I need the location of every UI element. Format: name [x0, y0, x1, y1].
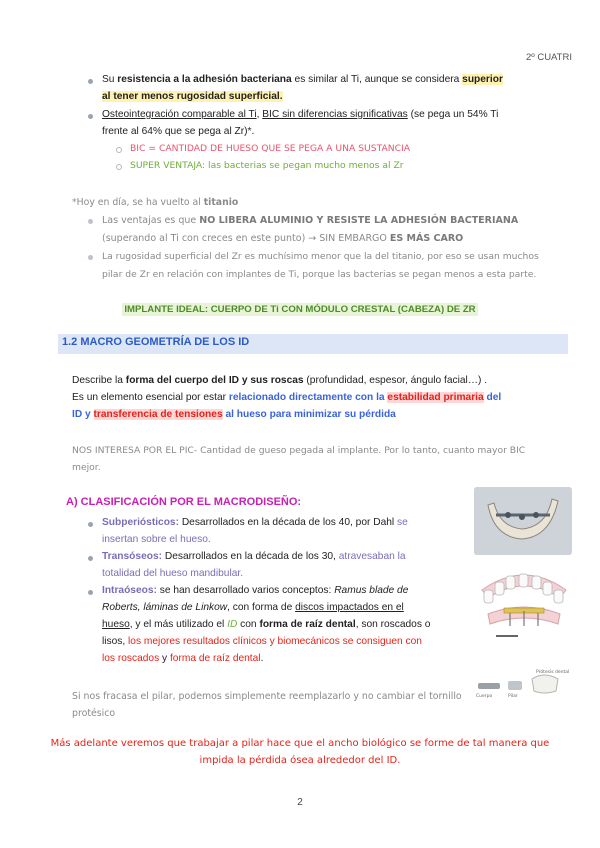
- paragraph-line: [102, 565, 243, 582]
- bullet: [88, 255, 93, 260]
- paragraph-line: [102, 71, 542, 88]
- text: (profundidad, espesor, ángulo facial…) .: [303, 375, 488, 386]
- highlight: al tener menos rugosidad superficial.: [102, 91, 283, 102]
- bullet: [88, 114, 93, 119]
- text: pilar de Zr en relación con implantes de Ti, porque las bacterias se pegan menos a esta parte.: [102, 269, 537, 280]
- paragraph-line: [102, 212, 542, 229]
- paragraph-line: [72, 688, 462, 705]
- text-blue: ID: [72, 409, 83, 420]
- highlight-red: transferencia de tensiones: [93, 409, 223, 420]
- paragraph-line: [102, 123, 254, 140]
- highlight: superior: [462, 74, 503, 85]
- paragraph-line: [102, 266, 536, 283]
- paragraph-line: [102, 650, 263, 667]
- text: , y el más utilizado el: [129, 619, 228, 630]
- jaw-subperiosteal-icon: [474, 487, 572, 555]
- text-pink: BIC = CANTIDAD DE HUESO QUE SE PEGA A UNA SUSTANCIA: [130, 143, 411, 154]
- sub-bullet: [116, 147, 122, 153]
- bullet: [88, 522, 93, 527]
- text-underlined: hueso: [102, 619, 130, 630]
- text-blue: del: [483, 392, 502, 403]
- paragraph-line: [102, 616, 430, 633]
- paragraph-line: [130, 157, 404, 174]
- implant-label-prosthesis: Prótesis dental: [536, 670, 570, 675]
- header-label: 2º CUATRI: [525, 52, 572, 63]
- text: Las ventajas es que: [102, 215, 200, 226]
- sub-bullet: [116, 164, 122, 170]
- page-number: 2: [297, 797, 303, 808]
- text: es similar al Ti, aunque se considera: [291, 74, 463, 85]
- text-bold: forma del cuerpo del ID y sus roscas: [125, 375, 304, 386]
- text-bold: resistencia a la adhesión bacteriana: [117, 74, 292, 85]
- text: con: [237, 619, 260, 630]
- text: .: [260, 653, 264, 664]
- text: Su: [102, 74, 118, 85]
- text: *Hoy en día, se ha vuelto al: [72, 197, 204, 208]
- text: (superando al Ti con creces en este punto) → SIN EMBARGO: [102, 233, 390, 244]
- text: ,: [256, 109, 263, 120]
- paragraph-line: [130, 140, 410, 157]
- text-red: los roscados: [102, 653, 160, 664]
- text-italic: Roberts, láminas de Linkow: [102, 602, 228, 613]
- paragraph-line: [102, 514, 462, 531]
- paragraph-line: [102, 531, 211, 548]
- text-underlined: Osteointegración comparable al Ti: [102, 109, 257, 120]
- paragraph-line: [72, 705, 115, 722]
- section-title: 1.2 MACRO GEOMETRÍA DE LOS ID: [62, 336, 250, 348]
- text-bold: titanio: [203, 197, 239, 208]
- text: se han desarrollado varios conceptos:: [156, 585, 335, 596]
- text: protésico: [72, 708, 116, 719]
- bullet: [88, 556, 93, 561]
- paragraph-line: [102, 106, 552, 123]
- text: y: [159, 653, 170, 664]
- text-purple: insertan sobre el hueso.: [102, 534, 211, 545]
- implant-label-abutment: Pilar: [508, 694, 518, 699]
- footer-note-line: Más adelante veremos que trabajar a pilar hace que el ancho biológico se forme de tal manera que: [50, 738, 550, 749]
- paragraph-line: [102, 633, 422, 650]
- text: , con forma de: [227, 602, 296, 613]
- paragraph-line: [72, 459, 101, 476]
- text: lisos,: [102, 636, 129, 647]
- footer-note-line: impida la pérdida ósea alrededor del ID.: [199, 755, 401, 766]
- text-bold: Subperiósticos:: [102, 517, 179, 528]
- text-purple: totalidad del hueso mandibular.: [102, 568, 244, 579]
- paragraph-line: [102, 248, 539, 265]
- text-blue: relacionado directamente con la: [228, 392, 388, 403]
- text: mejor.: [72, 462, 101, 473]
- paragraph-line: [102, 230, 463, 247]
- bullet: [88, 219, 93, 224]
- paragraph-line: [72, 372, 487, 389]
- highlight-red: estabilidad primaria: [387, 392, 484, 403]
- text-green: ID: [227, 619, 238, 630]
- text-bold: forma de raíz dental: [259, 619, 356, 630]
- bullet: [88, 79, 93, 84]
- text-bold: Transóseos:: [102, 551, 163, 562]
- text-bold: ES MÁS CARO: [389, 233, 464, 244]
- text-underlined: BIC sin diferencias significativas: [262, 109, 408, 120]
- paragraph-line: [102, 88, 283, 105]
- paragraph-line: [72, 389, 501, 406]
- bullet: [88, 590, 93, 595]
- note-line: [72, 194, 238, 211]
- text: Desarrollados en la década de los 30,: [162, 551, 339, 562]
- paragraph-line: [102, 599, 404, 616]
- text-purple: se: [397, 517, 408, 528]
- text-blue: y: [82, 409, 94, 420]
- text-bold: NO LIBERA ALUMINIO Y RESISTE LA ADHESIÓN BACTERIANA: [199, 215, 519, 226]
- text: La rugosidad superficial del Zr es muchísimo menor que la del titanio, por eso se usan muchos: [102, 251, 539, 262]
- text-underlined: discos impactados en el: [295, 602, 404, 613]
- text-blue: al hueso para minimizar su pérdida: [222, 409, 396, 420]
- paragraph-line: [102, 582, 472, 599]
- implant-parts-icon: [474, 665, 574, 699]
- text-bold: Intraóseos:: [102, 585, 157, 596]
- implant-label-body: Cuerpo: [476, 694, 493, 699]
- text: Es un elemento esencial por estar: [72, 392, 229, 403]
- paragraph-line: [102, 548, 462, 565]
- text: , son roscados o: [355, 619, 431, 630]
- text: frente al 64% que se pega al Zr)*.: [102, 126, 255, 137]
- classification-heading: A) CLASIFICACIÓN POR EL MACRODISEÑO:: [66, 496, 302, 508]
- text: NOS INTERESA POR EL PIC- Cantidad de gueso pegada al implante. Por lo tanto, cuanto mayor BIC: [72, 445, 526, 456]
- text: Desarrollados en la década de los 40, por Dahl: [178, 517, 398, 528]
- paragraph-line: [72, 406, 396, 423]
- paragraph-line: [72, 442, 525, 459]
- text-purple: atravesaban la: [338, 551, 406, 562]
- text-red: forma de raíz dental: [169, 653, 261, 664]
- dental-arch-implant-icon: [474, 560, 574, 644]
- text: Describe la: [72, 375, 126, 386]
- text-highlight-green: IMPLANTE IDEAL: CUERPO DE Ti CON MÓDULO CRESTAL (CABEZA) DE ZR: [124, 304, 476, 315]
- ideal-implant-heading: [0, 304, 600, 315]
- text-red: los mejores resultados clínicos y biomecánicos se consiguen con: [128, 636, 422, 647]
- text-italic: Ramus blade de: [334, 585, 409, 596]
- text: Si nos fracasa el pilar, podemos simplemente reemplazarlo y no cambiar el tornillo: [72, 691, 462, 702]
- text-green: SUPER VENTAJA: las bacterias se pegan mucho menos al Zr: [130, 160, 404, 171]
- text: (se pega un 54% Ti: [407, 109, 499, 120]
